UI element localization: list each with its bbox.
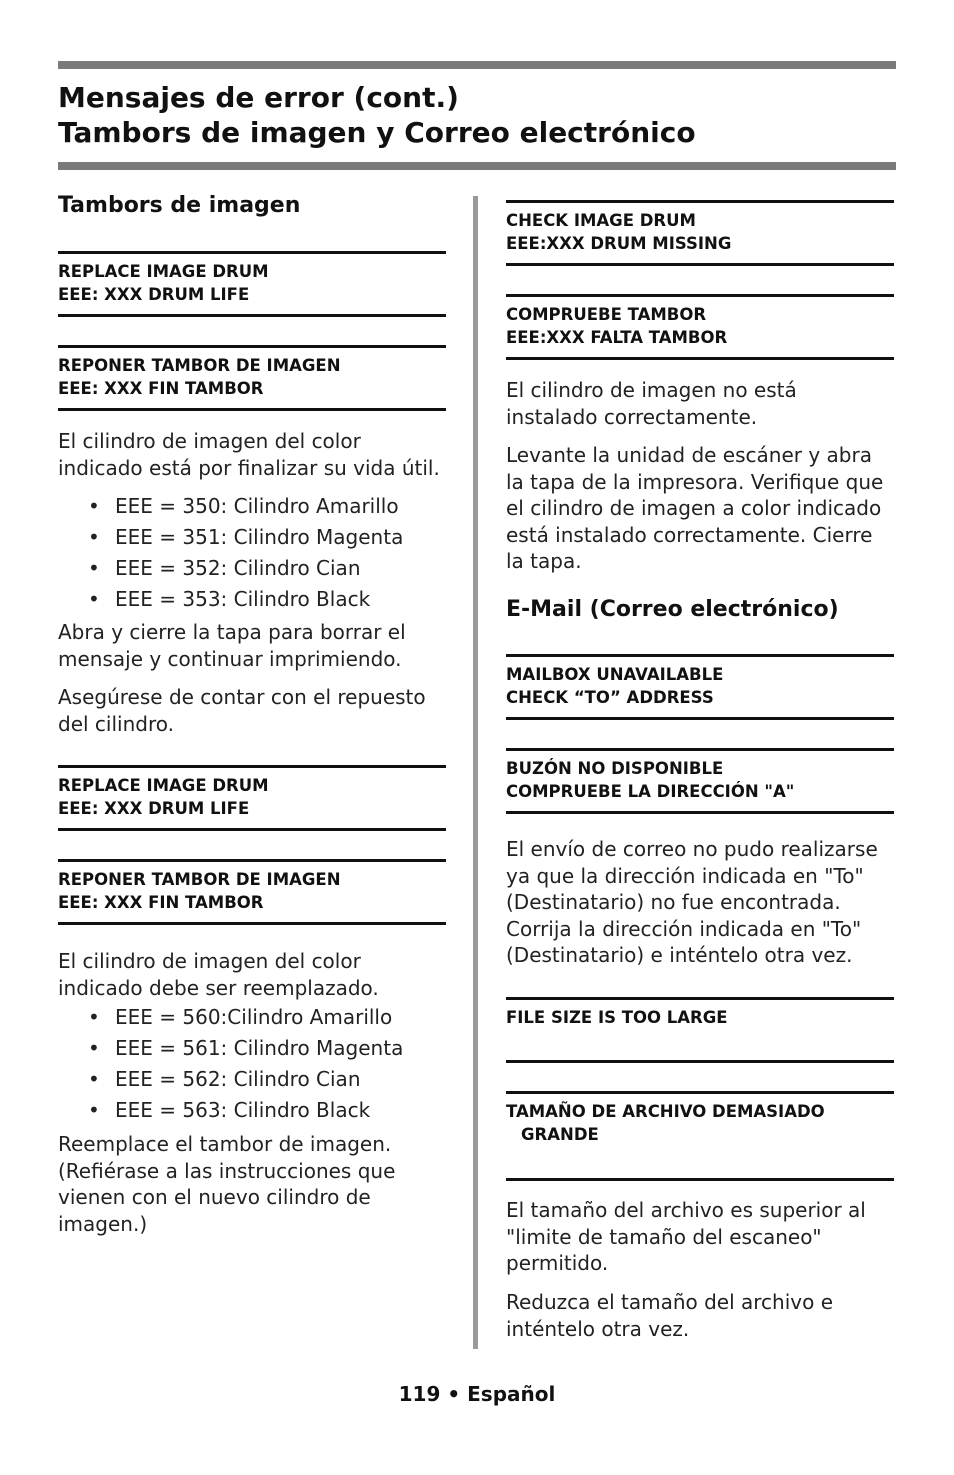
footer-bullet: • (447, 1382, 461, 1406)
error-message-box (58, 251, 446, 317)
error-message-box (506, 654, 894, 720)
bullet-icon: • (88, 1098, 100, 1122)
section-heading-drums: Tambors de imagen (58, 193, 301, 218)
top-rule (58, 61, 896, 69)
error-message-box (506, 200, 894, 266)
text-line: El tamaño del archivo es superior al (506, 1198, 866, 1222)
text-line: indicado está por finalizar su vida útil. (58, 455, 440, 480)
paragraph (506, 836, 898, 969)
text-line: permitido. (506, 1251, 609, 1275)
error-message-box (58, 345, 446, 411)
text-line: del cilindro. (58, 711, 174, 736)
message-line: GRANDE (521, 1125, 599, 1144)
text-line: indicado debe ser reemplazado. (58, 975, 379, 1000)
list-item (58, 491, 403, 522)
message-line: REPLACE IMAGE DRUM (58, 262, 269, 281)
title-bottom-rule (58, 162, 896, 170)
text-line: (Refiérase a las instrucciones que (58, 1158, 396, 1183)
list-item-text: EEE = 563: Cilindro Black (115, 1098, 371, 1122)
text-line: mensaje y continuar imprimiendo. (58, 646, 402, 671)
message-line: EEE: XXX DRUM LIFE (58, 799, 250, 818)
message-line: EEE: XXX FIN TAMBOR (58, 379, 264, 398)
page-title (58, 80, 696, 150)
list-item (58, 1002, 403, 1033)
text-line: (Destinatario) no fue encontrada. (506, 890, 841, 914)
title-line-2: Tambors de imagen y Correo electrónico (58, 116, 696, 149)
error-message-box (506, 294, 894, 360)
text-line: imagen.) (58, 1211, 148, 1236)
message-line: REPONER TAMBOR DE IMAGEN (58, 356, 341, 375)
bullet-list (58, 491, 403, 615)
list-item (58, 553, 403, 584)
text-line: ya que la dirección indicada en "To" (506, 863, 864, 888)
message-line: TAMAÑO DE ARCHIVO DEMASIADO (506, 1102, 825, 1121)
paragraph (506, 377, 898, 430)
message-line: BUZÓN NO DISPONIBLE (506, 759, 724, 778)
text-line: inténtelo otra vez. (506, 1316, 690, 1341)
footer-language: Español (467, 1382, 556, 1406)
title-line-1: Mensajes de error (cont.) (58, 81, 459, 114)
paragraph (506, 1289, 898, 1342)
bullet-icon: • (88, 525, 100, 549)
text-line: Reemplace el tambor de imagen. (58, 1132, 392, 1156)
bullet-icon: • (88, 587, 100, 611)
text-line: Abra y cierre la tapa para borrar el (58, 620, 406, 644)
text-line: El envío de correo no pudo realizarse (506, 837, 878, 861)
bullet-icon: • (88, 1005, 100, 1029)
paragraph (58, 684, 450, 737)
text-line: El cilindro de imagen del color (58, 949, 361, 973)
message-line: CHECK IMAGE DRUM (506, 211, 696, 230)
text-line: la tapa. (506, 549, 582, 573)
bullet-icon: • (88, 1067, 100, 1091)
list-item-text: EEE = 560:Cilindro Amarillo (115, 1005, 393, 1029)
text-line: Asegúrese de contar con el repuesto (58, 685, 426, 709)
error-message-box (506, 748, 894, 814)
list-item-text: EEE = 562: Cilindro Cian (115, 1067, 361, 1091)
text-line: el cilindro de imagen a color indicado (506, 496, 882, 520)
text-line: está instalado correctamente. Cierre (506, 522, 873, 547)
message-line: MAILBOX UNAVAILABLE (506, 665, 724, 684)
page-footer (0, 1382, 954, 1406)
message-line: REPLACE IMAGE DRUM (58, 776, 269, 795)
error-message-box (58, 765, 446, 831)
list-item-text: EEE = 353: Cilindro Black (115, 587, 371, 611)
message-line: COMPRUEBE TAMBOR (506, 305, 707, 324)
list-item (58, 584, 403, 615)
message-line: EEE: XXX DRUM LIFE (58, 285, 250, 304)
text-line: instalado correctamente. (506, 404, 758, 429)
message-line: COMPRUEBE LA DIRECCIÓN "A" (506, 782, 795, 801)
section-heading-email: E-Mail (Correo electrónico) (506, 597, 839, 622)
paragraph (58, 948, 450, 1001)
bullet-icon: • (88, 494, 100, 518)
text-line: Levante la unidad de escáner y abra (506, 443, 872, 467)
paragraph (58, 428, 450, 481)
text-line: Corrija la dirección indicada en "To" (506, 916, 862, 941)
error-message-box (58, 859, 446, 925)
list-item-text: EEE = 561: Cilindro Magenta (115, 1036, 404, 1060)
message-line: EEE: XXX FIN TAMBOR (58, 893, 264, 912)
column-divider (473, 196, 478, 1349)
list-item (58, 1064, 403, 1095)
text-line: "limite de tamaño del escaneo" (506, 1224, 822, 1249)
message-line: REPONER TAMBOR DE IMAGEN (58, 870, 341, 889)
bullet-icon: • (88, 556, 100, 580)
text-line: (Destinatario) e inténtelo otra vez. (506, 943, 853, 967)
message-line: EEE:XXX DRUM MISSING (506, 234, 732, 253)
text-line: Reduzca el tamaño del archivo e (506, 1290, 834, 1314)
text-line: vienen con el nuevo cilindro de (58, 1185, 371, 1209)
list-item-text: EEE = 350: Cilindro Amarillo (115, 494, 399, 518)
list-item (58, 1095, 403, 1126)
list-item (58, 522, 403, 553)
text-line: El cilindro de imagen no está (506, 378, 797, 402)
page-number: 119 (398, 1382, 441, 1406)
text-line: la tapa de la impresora. Verifique que (506, 469, 884, 494)
paragraph (58, 619, 450, 672)
paragraph (58, 1131, 450, 1237)
message-line: FILE SIZE IS TOO LARGE (506, 1008, 728, 1027)
text-line: El cilindro de imagen del color (58, 429, 361, 453)
list-item-text: EEE = 351: Cilindro Magenta (115, 525, 404, 549)
error-message-box (506, 1091, 894, 1181)
list-item-text: EEE = 352: Cilindro Cian (115, 556, 361, 580)
paragraph (506, 1197, 898, 1277)
message-line: CHECK “TO” ADDRESS (506, 688, 714, 707)
error-message-box (506, 997, 894, 1063)
message-line: EEE:XXX FALTA TAMBOR (506, 328, 728, 347)
paragraph (506, 442, 898, 575)
bullet-icon: • (88, 1036, 100, 1060)
list-item (58, 1033, 403, 1064)
bullet-list (58, 1002, 403, 1126)
